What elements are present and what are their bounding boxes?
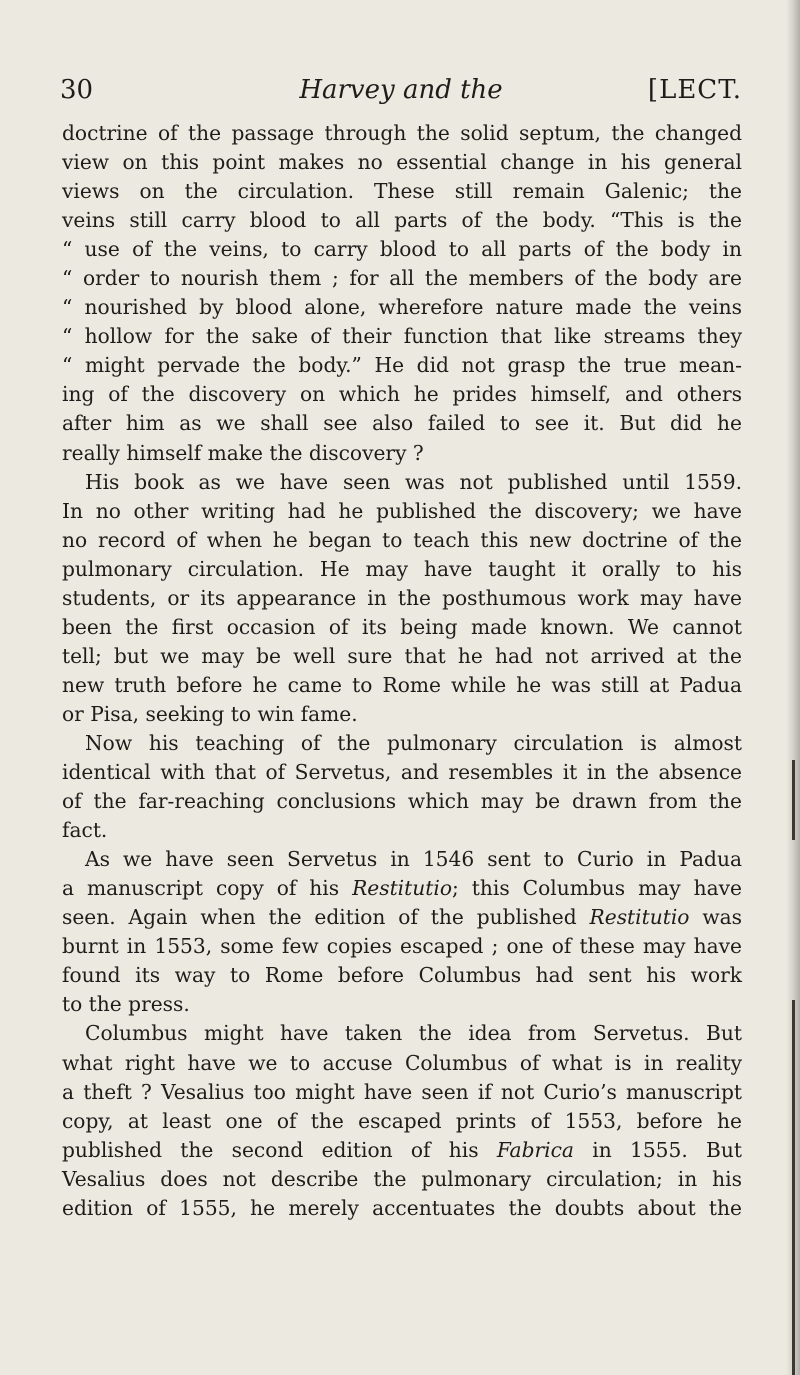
text-line <box>62 903 742 932</box>
text-line: “ use of the veins, to carry blood to all parts of the body in <box>62 237 742 262</box>
text-line: new truth before he came to Rome while he was still at Padua <box>62 672 742 697</box>
page-edge-mark <box>792 760 795 840</box>
text-line: a theft ? Vesalius too might have seen if not Curio’s manuscript <box>62 1079 742 1104</box>
text-line: fact. <box>62 818 108 843</box>
italic-title: Fabrica <box>496 1137 574 1162</box>
text-fragment: a manuscript copy of his <box>62 876 353 901</box>
text-line: “ order to nourish them ; for all the members of the body are <box>62 266 742 291</box>
text-line: burnt in 1553, some few copies escaped ; one of these may have <box>62 934 742 959</box>
text-line: pulmonary circulation. He may have taught it orally to his <box>62 556 742 581</box>
text-line: ing of the discovery on which he prides himself, and others <box>62 382 742 407</box>
text-line: “ nourished by blood alone, wherefore nature made the veins <box>62 295 742 320</box>
text-line: students, or its appearance in the posthumous work may have <box>62 585 742 610</box>
text-line: identical with that of Servetus, and resembles it in the absence <box>62 760 742 785</box>
text-line: copy, at least one of the escaped prints of 1553, before he <box>62 1108 742 1133</box>
text-line: of the far-reaching conclusions which may be drawn from the <box>62 789 742 814</box>
text-line: doctrine of the passage through the solid septum, the changed <box>62 121 742 145</box>
text-line: view on this point makes no essential change in his general <box>62 150 742 175</box>
text-line: or Pisa, seeking to win fame. <box>62 701 358 726</box>
running-title: Harvey and the <box>299 75 503 105</box>
text-fragment: ; this Columbus may have <box>451 876 743 901</box>
text-line: In no other writing had he published the discovery; we have <box>62 498 742 523</box>
text-line <box>62 874 742 903</box>
running-head <box>60 72 742 108</box>
text-line: to the press. <box>62 992 190 1017</box>
text-line: found its way to Rome before Columbus had sent his work <box>62 963 742 988</box>
text-line: after him as we shall see also failed to see it. But did he <box>62 411 742 436</box>
text-line: what right have we to accuse Columbus of what is in reality <box>62 1050 742 1075</box>
text-line: really himself make the discovery ? <box>62 440 424 465</box>
text-fragment: in 1555. But <box>573 1137 743 1162</box>
paragraph-start-line: Now his teaching of the pulmonary circulation is almost <box>85 730 742 755</box>
text-fragment: was <box>689 905 743 930</box>
body-text <box>62 119 742 1223</box>
text-line: edition of 1555, he merely accentuates the doubts about the <box>62 1195 742 1220</box>
text-line: veins still carry blood to all parts of the body. “This is the <box>62 208 742 233</box>
text-fragment: seen. Again when the edition of the published <box>62 905 590 930</box>
text-line: views on the circulation. These still remain Galenic; the <box>62 179 742 204</box>
text-line: tell; but we may be well sure that he had not arrived at the <box>62 643 742 668</box>
text-line: “ hollow for the sake of their function that like streams they <box>62 324 742 349</box>
paragraph-start-line: His book as we have seen was not published until 1559. <box>85 469 742 494</box>
text-line: been the first occasion of its being made known. We cannot <box>62 614 742 639</box>
italic-title: Restitutio <box>352 876 452 901</box>
italic-title: Restitutio <box>589 905 690 930</box>
text-line: no record of when he began to teach this new doctrine of the <box>62 527 742 552</box>
text-line: Vesalius does not describe the pulmonary circulation; in his <box>62 1166 742 1191</box>
text-fragment: published the second edition of his <box>62 1137 497 1162</box>
text-line <box>62 1136 742 1165</box>
page-edge-mark <box>792 1000 795 1375</box>
paragraph-start-line: As we have seen Servetus in 1546 sent to Curio in Padua <box>85 847 742 872</box>
paragraph-start-line: Columbus might have taken the idea from Servetus. But <box>85 1021 742 1046</box>
section-mark: [LECT. <box>647 75 742 105</box>
text-line: “ might pervade the body.” He did not grasp the true mean- <box>62 353 742 378</box>
page-number: 30 <box>60 75 94 105</box>
